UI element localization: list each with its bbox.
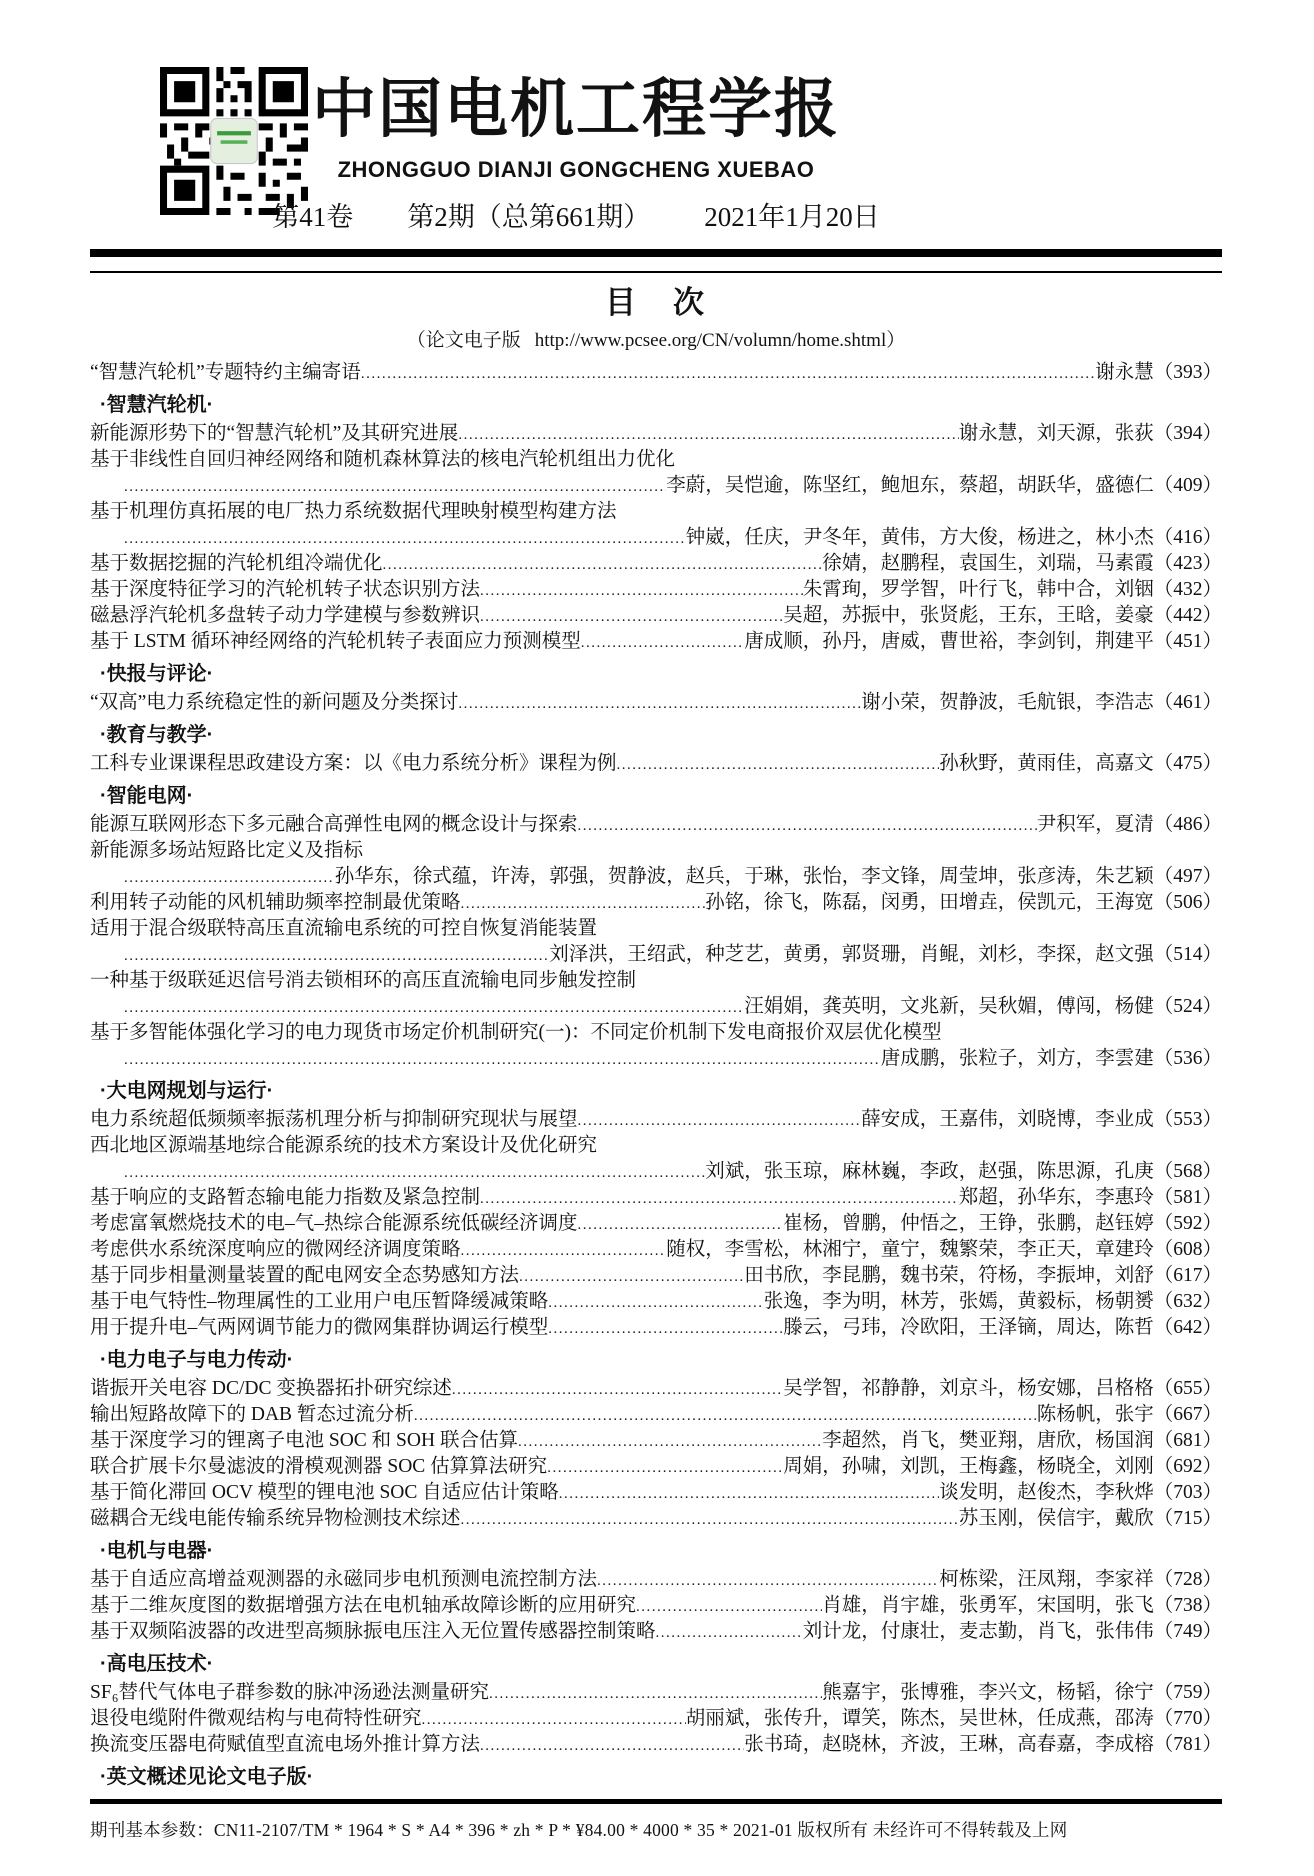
entry-authors: 苏玉刚，侯信宇，戴欣 xyxy=(958,1508,1154,1529)
toc-entry xyxy=(90,751,1222,777)
entry-authors: 谢小荣，贺静波，毛航银，李浩志 xyxy=(861,692,1154,713)
entry-title: 基于深度学习的锂离子电池 SOC 和 SOH 联合估算 xyxy=(90,1430,518,1451)
entry-title: 能源互联网形态下多元融合高弹性电网的概念设计与探索 xyxy=(90,814,578,835)
entry-title: 基于同步相量测量装置的配电网安全态势感知方法 xyxy=(90,1265,520,1286)
entry-title: SF₆替代气体电子群参数的脉冲汤逊法测量研究 xyxy=(90,1682,489,1703)
leader-dots xyxy=(578,1211,784,1231)
entry-page-number: （592） xyxy=(1153,1213,1222,1234)
leader-dots xyxy=(548,1289,763,1309)
entry-title: 磁耦合无线电能传输系统异物检测技术综述 xyxy=(90,1508,461,1529)
toc-entry-authors-row xyxy=(90,864,1222,890)
toc-entry xyxy=(90,890,1222,916)
toc-entry-authors-row xyxy=(90,525,1222,551)
toc-title: 目 次 xyxy=(605,285,707,320)
leader-dots xyxy=(461,1506,959,1526)
entry-title: 新能源多场站短路比定义及指标 xyxy=(90,840,364,861)
entry-page-number: （451） xyxy=(1153,631,1222,652)
toc-entry xyxy=(90,1211,1222,1237)
entry-authors: 孙秋野，黄雨佳，高嘉文 xyxy=(939,753,1154,774)
entry-title: “智慧汽轮机”专题特约主编寄语 xyxy=(90,362,361,383)
entry-title: 基于数据挖掘的汽轮机组冷端优化 xyxy=(90,553,383,574)
leader-dots xyxy=(458,690,861,710)
leader-dots xyxy=(383,551,823,571)
toc-entry-title-row xyxy=(90,1020,1222,1046)
entry-authors: 张逸，李为明，林芳，张嫣，黄毅标，杨朝赟 xyxy=(763,1291,1154,1312)
entry-page-number: （692） xyxy=(1153,1456,1222,1477)
entry-title: 基于机理仿真拓展的电厂热力系统数据代理映射模型构建方法 xyxy=(90,501,617,522)
toc-entry xyxy=(90,551,1222,577)
toc-entry xyxy=(90,1428,1222,1454)
journal-title-zh: 中国电机工程学报 xyxy=(312,74,840,145)
entry-page-number: （514） xyxy=(1153,944,1222,965)
toc-entry xyxy=(90,1619,1222,1645)
entry-title: 工科专业课课程思政建设方案：以《电力系统分析》课程为例 xyxy=(90,753,617,774)
toc-entry-title-row xyxy=(90,916,1222,942)
entry-page-number: （409） xyxy=(1153,475,1222,496)
entry-title: 基于双频陷波器的改进型高频脉振电压注入无位置传感器控制策略 xyxy=(90,1621,656,1642)
entry-title: 适用于混合级联特高压直流输电系统的可控自恢复消能装置 xyxy=(90,918,598,939)
entry-authors: 谈发明，赵俊杰，李秋烨 xyxy=(939,1482,1154,1503)
section-header: ·电力电子与电力传动· xyxy=(100,1349,294,1371)
toc-entry-authors-row xyxy=(90,994,1222,1020)
entry-page-number: （749） xyxy=(1153,1621,1222,1642)
entry-title: 基于多智能体强化学习的电力现货市场定价机制研究(一)：不同定价机制下发电商报价双层优化模型 xyxy=(90,1022,942,1043)
leader-dots xyxy=(617,751,940,771)
entry-page-number: （781） xyxy=(1153,1734,1222,1755)
header-double-rule xyxy=(90,249,1222,273)
section-header: ·电机与电器· xyxy=(100,1540,214,1562)
leader-dots xyxy=(422,1706,686,1726)
entry-page-number: （553） xyxy=(1153,1109,1222,1130)
section-header: ·智慧汽轮机· xyxy=(100,394,214,416)
entry-authors: 陈杨帆，张宇 xyxy=(1036,1404,1154,1425)
entry-authors: 崔杨，曾鹏，仲悟之，王铮，张鹏，赵钰婷 xyxy=(783,1213,1154,1234)
leader-dots xyxy=(581,629,744,649)
entry-authors: 田书欣，李昆鹏，魏书荣，符杨，李振坤，刘舒 xyxy=(744,1265,1154,1286)
entry-authors: 谢永慧，刘天源，张荻 xyxy=(958,423,1154,444)
section-header: ·英文概述见论文电子版· xyxy=(100,1766,314,1788)
entry-title: 利用转子动能的风机辅助频率控制最优策略 xyxy=(90,892,461,913)
leader-dots xyxy=(458,421,958,441)
entry-authors: 刘泽洪，王绍武，种芝艺，黄勇，郭贤珊，肖鲲，刘杉，李探，赵文强 xyxy=(549,944,1154,965)
entry-title: 用于提升电–气两网调节能力的微网集群协调运行模型 xyxy=(90,1317,549,1338)
leader-dots xyxy=(361,360,1095,380)
leader-dots xyxy=(519,1263,744,1283)
entry-page-number: （667） xyxy=(1153,1404,1222,1425)
entry-page-number: （642） xyxy=(1153,1317,1222,1338)
entry-authors: 吴学智，祁静静，刘京斗，杨安娜，吕格格 xyxy=(783,1378,1154,1399)
toc-entry xyxy=(90,1732,1222,1758)
eversion-url[interactable]: http://www.pcsee.org/CN/volumn/home.shtml xyxy=(534,330,887,351)
entry-page-number: （581） xyxy=(1153,1187,1222,1208)
entry-title: 基于电气特性–物理属性的工业用户电压暂降缓减策略 xyxy=(90,1291,549,1312)
leader-dots xyxy=(480,603,783,623)
entry-authors: 张书琦，赵晓林，齐波，王琳，高春嘉，李成榕 xyxy=(744,1734,1154,1755)
footer-rule xyxy=(90,1799,1222,1804)
toc-entry xyxy=(90,577,1222,603)
leader-dots xyxy=(124,1046,881,1066)
leader-dots xyxy=(547,1454,783,1474)
entry-title: 谐振开关电容 DC/DC 变换器拓扑研究综述 xyxy=(90,1378,452,1399)
entry-page-number: （681） xyxy=(1153,1430,1222,1451)
toc-entry-title-row xyxy=(90,1133,1222,1159)
entry-page-number: （486） xyxy=(1153,814,1222,835)
leader-dots xyxy=(656,1619,803,1639)
volume-issue-date-line xyxy=(10,195,1142,234)
entry-title: 退役电缆附件微观结构与电荷特性研究 xyxy=(90,1708,422,1729)
leader-dots xyxy=(489,1680,822,1700)
entry-authors: 汪娟娟，龚英明，文兆新，吴秋媚，傅闯，杨健 xyxy=(744,996,1154,1017)
entry-authors: 唐成顺，孙丹，唐威，曹世裕，李剑钊，荆建平 xyxy=(744,631,1154,652)
entry-authors: 薛安成，王嘉伟，刘晓博，李业成 xyxy=(861,1109,1154,1130)
entry-page-number: （703） xyxy=(1153,1482,1222,1503)
entry-page-number: （524） xyxy=(1153,996,1222,1017)
entry-title: 一种基于级联延迟信号消去锁相环的高压直流输电同步触发控制 xyxy=(90,970,637,991)
toc-entry xyxy=(90,1376,1222,1402)
entry-page-number: （442） xyxy=(1153,605,1222,626)
journal-title-pinyin: ZHONGGUO DIANJI GONGCHENG XUEBAO xyxy=(337,157,815,182)
entry-authors: 郑超，孙华东，李惠玲 xyxy=(958,1187,1154,1208)
entry-page-number: （759） xyxy=(1153,1682,1222,1703)
toc-entry-authors-row xyxy=(90,473,1222,499)
leader-dots xyxy=(124,525,686,545)
toc-entry xyxy=(90,1315,1222,1341)
entry-title: 基于二维灰度图的数据增强方法在电机轴承故障诊断的应用研究 xyxy=(90,1595,637,1616)
leader-dots xyxy=(480,1185,959,1205)
leader-dots xyxy=(578,1107,862,1127)
date-label: 2021年1月20日 xyxy=(704,202,880,232)
leader-dots xyxy=(124,864,335,884)
toc-entry xyxy=(90,1402,1222,1428)
entry-title: 电力系统超低频频率振荡机理分析与抑制研究现状与展望 xyxy=(90,1109,578,1130)
entry-page-number: （632） xyxy=(1153,1291,1222,1312)
entry-title: 输出短路故障下的 DAB 暂态过流分析 xyxy=(90,1404,414,1425)
entry-authors: 钟崴，任庆，尹冬年，黄伟，方大俊，杨进之，林小杰 xyxy=(685,527,1154,548)
entry-authors: 吴超，苏振中，张贤彪，王东，王晗，姜豪 xyxy=(783,605,1154,626)
entry-authors: 随权，李雪松，林湘宁，童宁，魏繁荣，李正天，章建玲 xyxy=(666,1239,1154,1260)
entry-page-number: （432） xyxy=(1153,579,1222,600)
section-header: ·大电网规划与运行· xyxy=(100,1080,274,1102)
entry-page-number: （715） xyxy=(1153,1508,1222,1529)
entry-authors: 孙华东，徐式蕴，许涛，郭强，贺静波，赵兵，于琳，张怡，李文锋，周莹坤，张彦涛，朱艺颖 xyxy=(334,866,1154,887)
leader-dots xyxy=(461,890,706,910)
toc-entry xyxy=(90,629,1222,655)
toc-entry xyxy=(90,812,1222,838)
toc-entry xyxy=(90,1706,1222,1732)
eversion-note xyxy=(90,325,1222,352)
entry-title: 西北地区源端基地综合能源系统的技术方案设计及优化研究 xyxy=(90,1135,598,1156)
entry-authors: 胡丽斌，张传升，谭笑，陈杰，吴世林，任成燕，邵涛 xyxy=(685,1708,1154,1729)
entry-page-number: （394） xyxy=(1153,423,1222,444)
masthead xyxy=(90,64,1222,244)
entry-page-number: （738） xyxy=(1153,1595,1222,1616)
leader-dots xyxy=(636,1593,822,1613)
toc-entry xyxy=(90,1289,1222,1315)
entry-authors: 谢永慧 xyxy=(1095,362,1154,383)
leader-dots xyxy=(461,1237,667,1257)
entry-authors: 熊嘉宇，张博雅，李兴文，杨韬，徐宁 xyxy=(822,1682,1154,1703)
eversion-prefix: （论文电子版 xyxy=(406,330,521,351)
toc-entry-authors-row xyxy=(90,942,1222,968)
entry-page-number: （506） xyxy=(1153,892,1222,913)
entry-page-number: （393） xyxy=(1153,362,1222,383)
leader-dots xyxy=(124,994,744,1014)
entry-title: 联合扩展卡尔曼滤波的滑模观测器 SOC 估算算法研究 xyxy=(90,1456,548,1477)
entry-title: “双高”电力系统稳定性的新问题及分类探讨 xyxy=(90,692,459,713)
entry-authors: 孙铭，徐飞，陈磊，闵勇，田增垚，侯凯元，王海宽 xyxy=(705,892,1154,913)
issue-label: 第2期（总第661期） xyxy=(407,202,651,232)
leader-dots xyxy=(480,577,803,597)
leader-dots xyxy=(124,942,549,962)
toc-entry-authors-row xyxy=(90,1046,1222,1072)
toc-entry-title-row xyxy=(90,447,1222,473)
section-header: ·高电压技术· xyxy=(100,1653,214,1675)
leader-dots xyxy=(518,1428,822,1448)
toc-entry xyxy=(90,1680,1222,1706)
entry-page-number: （475） xyxy=(1153,753,1222,774)
entry-authors: 柯栋梁，汪凤翔，李家祥 xyxy=(939,1569,1154,1590)
toc-entry xyxy=(90,1567,1222,1593)
journal-parameters: 期刊基本参数：CN11-2107/TM * 1964 * S * A4 * 396 * zh * P * ¥84.00 * 4000 * 35 * 2021-01 版权所有 未经许可不得转载及上网 xyxy=(90,1820,1068,1840)
entry-page-number: （568） xyxy=(1153,1161,1222,1182)
entry-page-number: （608） xyxy=(1153,1239,1222,1260)
entry-title: 考虑供水系统深度响应的微网经济调度策略 xyxy=(90,1239,461,1260)
toc-entry xyxy=(90,1593,1222,1619)
entry-page-number: （536） xyxy=(1153,1048,1222,1069)
entry-title: 基于自适应高增益观测器的永磁同步电机预测电流控制方法 xyxy=(90,1569,598,1590)
entry-title: 换流变压器电荷赋值型直流电场外推计算方法 xyxy=(90,1734,481,1755)
leader-dots xyxy=(124,473,666,493)
entry-authors: 刘斌，张玉琼，麻林巍，李政，赵强，陈思源，孔庚 xyxy=(705,1161,1154,1182)
section-header: ·快报与评论· xyxy=(100,663,214,685)
entry-page-number: （655） xyxy=(1153,1378,1222,1399)
entry-authors: 肖雄，肖宇雄，张勇军，宋国明，张飞 xyxy=(822,1595,1154,1616)
entry-page-number: （617） xyxy=(1153,1265,1222,1286)
toc-entry xyxy=(90,1237,1222,1263)
entry-page-number: （728） xyxy=(1153,1569,1222,1590)
entry-title: 基于响应的支路暂态输电能力指数及紧急控制 xyxy=(90,1187,481,1208)
toc-entry xyxy=(90,1263,1222,1289)
entry-page-number: （423） xyxy=(1153,553,1222,574)
leader-dots xyxy=(559,1480,939,1500)
entry-title: 基于非线性自回归神经网络和随机森林算法的核电汽轮机组出力优化 xyxy=(90,449,676,470)
entry-page-number: （416） xyxy=(1153,527,1222,548)
leader-dots xyxy=(548,1315,783,1335)
toc-entry xyxy=(90,603,1222,629)
volume-label: 第41卷 xyxy=(272,202,354,232)
leader-dots xyxy=(597,1567,939,1587)
toc-entry-authors-row xyxy=(90,1159,1222,1185)
leader-dots xyxy=(480,1732,744,1752)
entry-authors: 唐成鹏，张粒子，刘方，李雲建 xyxy=(880,1048,1154,1069)
entry-title: 新能源形势下的“智慧汽轮机”及其研究进展 xyxy=(90,423,459,444)
toc-entry xyxy=(90,1480,1222,1506)
entry-title: 磁悬浮汽轮机多盘转子动力学建模与参数辨识 xyxy=(90,605,481,626)
entry-authors: 朱霄珣，罗学智，叶行飞，韩中合，刘铟 xyxy=(802,579,1154,600)
toc-entry xyxy=(90,1185,1222,1211)
entry-authors: 滕云，弓玮，冷欧阳，王泽镝，周达，陈哲 xyxy=(783,1317,1154,1338)
entry-authors: 尹积军，夏清 xyxy=(1036,814,1154,835)
leader-dots xyxy=(414,1402,1037,1422)
entry-title: 基于 LSTM 循环神经网络的汽轮机转子表面应力预测模型 xyxy=(90,631,581,652)
leader-dots xyxy=(124,1159,705,1179)
section-header: ·教育与教学· xyxy=(100,724,214,746)
entry-authors: 李超然，肖飞，樊亚翔，唐欣，杨国润 xyxy=(822,1430,1154,1451)
toc-list xyxy=(90,360,1222,1790)
entry-title: 基于深度特征学习的汽轮机转子状态识别方法 xyxy=(90,579,481,600)
toc-entry xyxy=(90,1506,1222,1532)
entry-title: 基于简化滞回 OCV 模型的锂电池 SOC 自适应估计策略 xyxy=(90,1482,559,1503)
entry-authors: 徐婧，赵鹏程，袁国生，刘瑞，马素霞 xyxy=(822,553,1154,574)
leader-dots xyxy=(452,1376,783,1396)
toc-entry xyxy=(90,1107,1222,1133)
entry-authors: 周娟，孙啸，刘凯，王梅鑫，杨晓全，刘刚 xyxy=(783,1456,1154,1477)
toc-entry xyxy=(90,360,1222,386)
entry-page-number: （497） xyxy=(1153,866,1222,887)
entry-authors: 刘计龙，付康壮，麦志勤，肖飞，张伟伟 xyxy=(802,1621,1154,1642)
section-header: ·智能电网· xyxy=(100,785,194,807)
toc-entry-title-row xyxy=(90,838,1222,864)
entry-page-number: （770） xyxy=(1153,1708,1222,1729)
toc-entry-title-row xyxy=(90,499,1222,525)
leader-dots xyxy=(578,812,1037,832)
toc-entry-title-row xyxy=(90,968,1222,994)
toc-entry xyxy=(90,1454,1222,1480)
toc-entry xyxy=(90,421,1222,447)
entry-page-number: （461） xyxy=(1153,692,1222,713)
entry-title: 考虑富氧燃烧技术的电–气–热综合能源系统低碳经济调度 xyxy=(90,1213,578,1234)
toc-entry xyxy=(90,690,1222,716)
eversion-suffix: ） xyxy=(886,330,906,351)
entry-authors: 李蔚，吴恺逾，陈坚红，鲍旭东，蔡超，胡跃华，盛德仁 xyxy=(666,475,1154,496)
